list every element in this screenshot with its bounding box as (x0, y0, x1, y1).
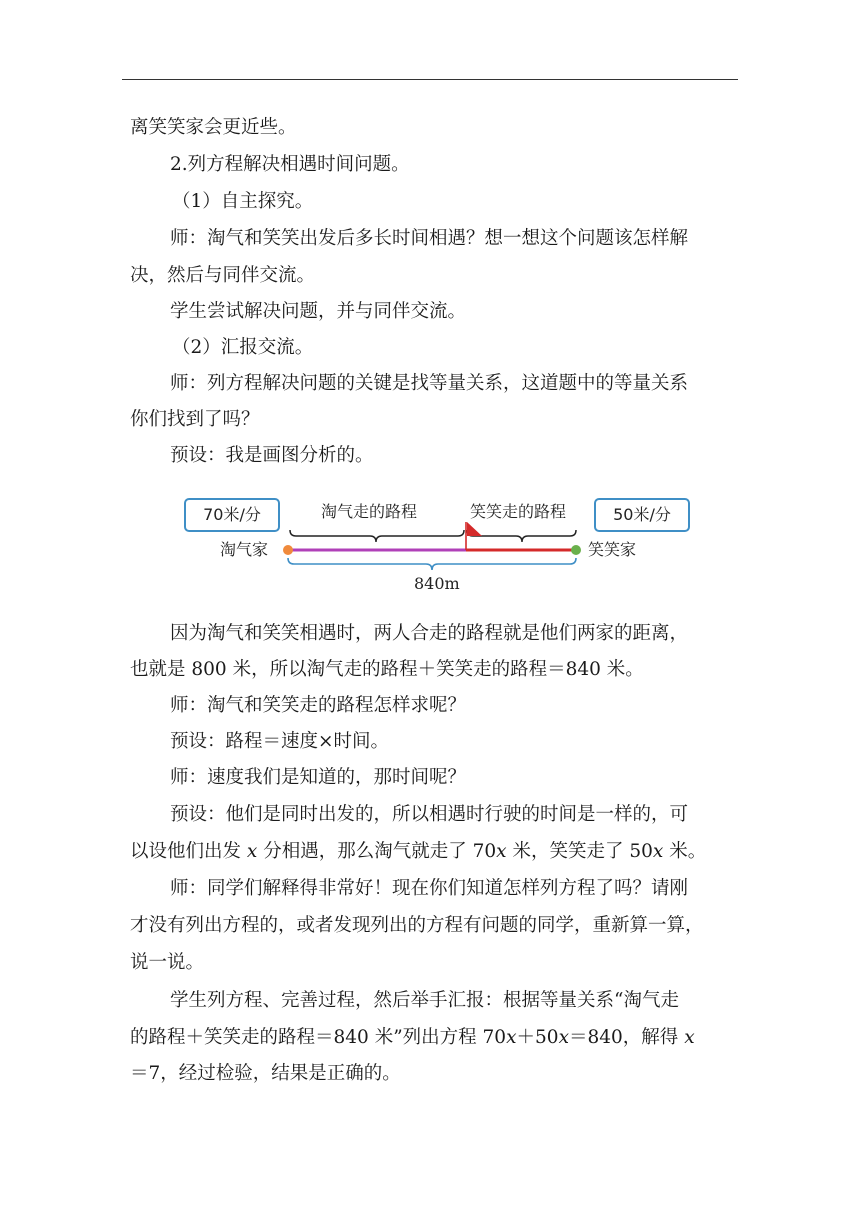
text-line: 师：淘气和笑笑走的路程怎样求呢？ (170, 695, 467, 716)
sub-heading: （2）汇报交流。 (172, 337, 314, 358)
text-line: 预设：路程＝速度×时间。 (170, 731, 390, 752)
text-segment: 以设他们出发 (130, 841, 247, 862)
xiaoxiao-home-dot (571, 545, 581, 555)
text-line: 也就是 800 米，所以淘气走的路程＋笑笑走的路程＝840 米。 (130, 659, 644, 680)
label-distance: 840m (414, 574, 460, 593)
text-line: 才没有列出方程的，或者发现列出的方程有问题的同学，重新算一算， (130, 915, 704, 936)
text-segment: 的路程＋笑笑走的路程＝840 米”列出方程 70 (130, 1027, 507, 1048)
text-line: 学生列方程、完善过程，然后举手汇报：根据等量关系“淘气走 (170, 990, 679, 1011)
text-segment: ＋50 (516, 1027, 559, 1048)
text-line: 学生尝试解决问题，并与同伴交流。 (170, 301, 467, 322)
taoqi-home-dot (283, 545, 293, 555)
text-segment: ＝840，解得 (569, 1027, 685, 1048)
text-line: 师：同学们解释得非常好！现在你们知道怎样列方程了吗？请刚 (170, 878, 689, 899)
variable-x: x (684, 1027, 695, 1048)
variable-x: x (652, 841, 664, 862)
right-path-brace (467, 530, 576, 542)
left-path-brace (290, 530, 464, 542)
variable-x: x (496, 841, 507, 862)
text-segment: 米，笑笑走了 50 (506, 841, 653, 862)
text-line: ＝7，经过检验，结果是正确的。 (130, 1063, 401, 1084)
label-left-path: 淘气走的路程 (321, 502, 418, 521)
sub-heading: （1）自主探究。 (172, 191, 314, 212)
text-line: 预设：他们是同时出发的，所以相遇时行驶的时间是一样的，可 (170, 804, 689, 825)
text-line: 说一说。 (130, 952, 205, 973)
text-line: 决，然后与同伴交流。 (130, 265, 316, 286)
variable-x: x (558, 1027, 569, 1048)
speed-box-right: 50米/分 (594, 498, 690, 532)
section-heading: 2.列方程解决相遇时间问题。 (170, 154, 410, 175)
text-line: 离笑笑家会更近些。 (130, 117, 297, 138)
text-line: 师：淘气和笑笑出发后多长时间相遇？想一想这个问题该怎样解 (170, 228, 689, 249)
text-line: 你们找到了吗？ (130, 409, 260, 430)
variable-x: x (246, 841, 258, 862)
text-line: 预设：我是画图分析的。 (170, 445, 374, 466)
variable-x: x (506, 1027, 517, 1048)
flag-icon (467, 522, 482, 536)
label-right-path: 笑笑走的路程 (470, 502, 567, 521)
label-taoqi-home: 淘气家 (220, 540, 269, 559)
header-rule (122, 79, 738, 80)
text-line: 师：列方程解决问题的关键是找等量关系，这道题中的等量关系 (170, 373, 689, 394)
text-line (130, 840, 740, 864)
distance-brace (288, 558, 576, 570)
text-line: 因为淘气和笑笑相遇时，两人合走的路程就是他们两家的距离， (170, 623, 689, 644)
text-line (130, 1026, 740, 1050)
text-segment: 米。 (663, 841, 707, 862)
speed-box-left: 70米/分 (184, 498, 280, 532)
text-line: 师：速度我们是知道的，那时间呢？ (170, 767, 467, 788)
label-xiaoxiao-home: 笑笑家 (588, 540, 637, 559)
line-segment-diagram (180, 492, 700, 592)
text-segment: 分相遇，那么淘气就走了 70 (257, 841, 497, 862)
